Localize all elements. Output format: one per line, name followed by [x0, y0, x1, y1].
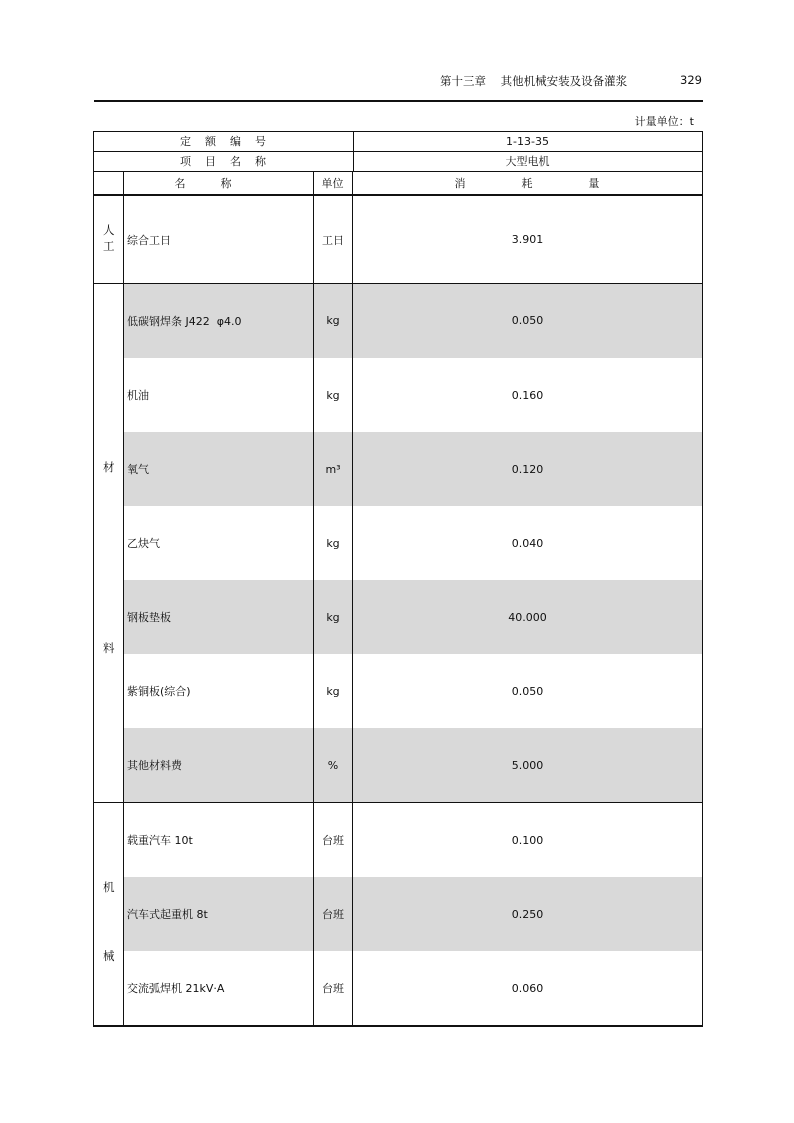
- row-unit: kg: [326, 388, 340, 402]
- item-value: 大型电机: [505, 155, 550, 168]
- category-machine-2: 械: [103, 949, 115, 963]
- header-rule: [94, 100, 703, 102]
- row-unit: kg: [326, 684, 340, 698]
- category-labor-1: 人: [103, 223, 115, 237]
- col-consumption-header: 消 耗 量: [454, 176, 600, 190]
- row-value: 0.100: [511, 833, 544, 847]
- row-value: 0.160: [511, 388, 544, 402]
- table-border-bottom: [93, 1025, 703, 1027]
- row-name: 乙炔气: [127, 537, 160, 550]
- row-unit: m³: [325, 462, 341, 476]
- item-label: 项 目 名 称: [180, 155, 266, 168]
- row-name: 载重汽车 10t: [127, 834, 193, 847]
- page-header: [440, 73, 702, 89]
- row-unit: kg: [326, 314, 340, 327]
- row-name: 紫铜板(综合): [127, 685, 191, 698]
- row-unit: kg: [326, 610, 340, 624]
- row-name: 氧气: [127, 463, 149, 476]
- row-value: 0.120: [511, 462, 544, 476]
- row-unit: 台班: [322, 982, 344, 995]
- category-material-1: 材: [103, 460, 115, 474]
- row-value: 0.050: [511, 314, 544, 327]
- row-unit: 工日: [322, 233, 344, 247]
- row-value: 0.050: [511, 684, 544, 698]
- row-name: 机油: [127, 389, 149, 402]
- category-machine-1: 机: [103, 880, 115, 894]
- category-labor-2: 工: [103, 239, 115, 253]
- row-name: 其他材料费: [127, 759, 182, 772]
- row-value: 0.250: [511, 907, 544, 921]
- row-unit: %: [327, 758, 339, 772]
- row-unit: 台班: [322, 834, 344, 847]
- table-border-right: [702, 131, 703, 1027]
- row-name: 综合工日: [127, 233, 171, 247]
- row-value: 0.040: [511, 536, 544, 550]
- unit-note: 计量单位：t: [634, 115, 694, 128]
- category-material-2: 料: [103, 641, 115, 655]
- row-name: 低碳钢焊条 J422 φ4.0: [127, 314, 242, 328]
- row-name: 钢板垫板: [127, 611, 171, 624]
- page-number: 329: [680, 73, 702, 87]
- quota-table: [93, 131, 703, 1027]
- row-unit: 台班: [322, 908, 344, 921]
- row-value: 0.060: [511, 981, 544, 995]
- chapter-title: 第十三章 其他机械安装及设备灌浆: [440, 74, 628, 88]
- table-border-left: [93, 131, 94, 1027]
- row-name: 交流弧焊机 21kV·A: [127, 982, 225, 995]
- row-value: 40.000: [508, 610, 547, 624]
- row-value: 5.000: [511, 758, 544, 772]
- col-name-header: 名 称: [174, 176, 232, 190]
- quota-value: 1-13-35: [506, 134, 549, 148]
- col-unit-header: 单位: [321, 176, 344, 190]
- row-unit: kg: [326, 536, 340, 550]
- row-name: 汽车式起重机 8t: [127, 908, 208, 921]
- row-value: 3.901: [511, 233, 544, 246]
- quota-label: 定 额 编 号: [180, 135, 266, 148]
